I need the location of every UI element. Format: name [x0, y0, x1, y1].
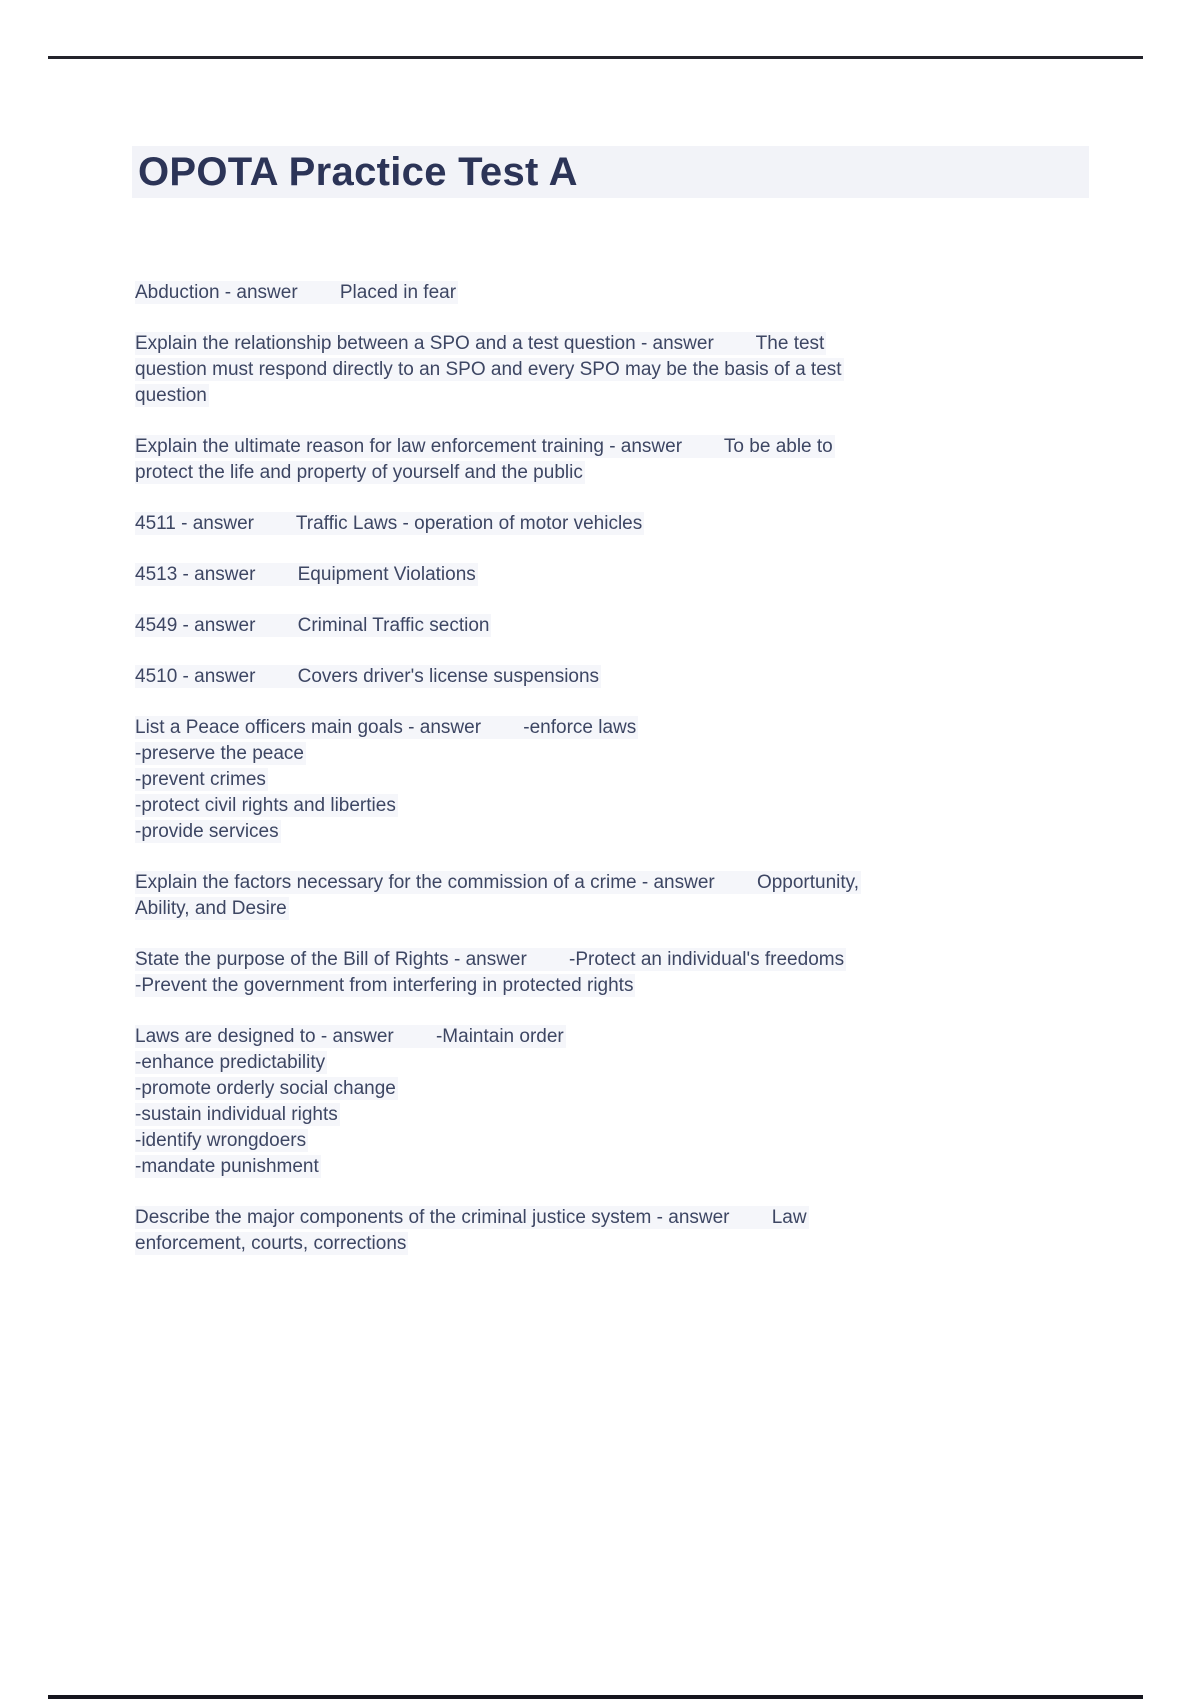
qa-item	[135, 870, 1085, 922]
qa-line	[135, 1050, 1085, 1076]
qa-line-text: Describe the major components of the criminal justice system - answer Law	[135, 1207, 807, 1228]
qa-item	[135, 280, 1085, 306]
qa-line-text: List a Peace officers main goals - answer -enforce laws	[135, 717, 637, 738]
qa-line	[135, 819, 1085, 845]
qa-line	[135, 357, 1085, 383]
qa-line	[135, 793, 1085, 819]
top-divider	[48, 56, 1143, 59]
qa-line	[135, 331, 1085, 357]
qa-line-text: -prevent crimes	[135, 769, 266, 790]
qa-item	[135, 562, 1085, 588]
qa-line	[135, 460, 1085, 486]
qa-line-text: -promote orderly social change	[135, 1078, 396, 1099]
qa-line	[135, 562, 1085, 588]
qa-line	[135, 280, 1085, 306]
qa-line	[135, 511, 1085, 537]
page-title: OPOTA Practice Test A	[138, 150, 578, 194]
qa-item	[135, 434, 1085, 486]
qa-line-text: -enhance predictability	[135, 1052, 326, 1073]
qa-line	[135, 434, 1085, 460]
qa-line	[135, 870, 1085, 896]
qa-line-text: question	[135, 385, 207, 406]
qa-item	[135, 331, 1085, 409]
qa-item	[135, 511, 1085, 537]
qa-line-text: -sustain individual rights	[135, 1104, 338, 1125]
qa-line	[135, 715, 1085, 741]
bottom-divider	[48, 1695, 1143, 1699]
qa-line-text: protect the life and property of yourself and the public	[135, 462, 583, 483]
qa-item	[135, 947, 1085, 999]
qa-line-text: Explain the ultimate reason for law enforcement training - answer To be able to	[135, 436, 833, 457]
qa-line-text: enforcement, courts, corrections	[135, 1233, 407, 1254]
qa-line	[135, 383, 1085, 409]
qa-line-text: 4510 - answer Covers driver's license suspensions	[135, 666, 600, 687]
qa-line	[135, 613, 1085, 639]
title-highlight	[132, 146, 1089, 198]
qa-line	[135, 1128, 1085, 1154]
qa-line	[135, 1102, 1085, 1128]
qa-line	[135, 1024, 1085, 1050]
qa-item	[135, 613, 1085, 639]
qa-line-text: -preserve the peace	[135, 743, 304, 764]
qa-line-text: question must respond directly to an SPO and every SPO may be the basis of a test	[135, 359, 842, 380]
qa-line	[135, 947, 1085, 973]
qa-line-text: -Prevent the government from interfering in protected rights	[135, 975, 634, 996]
qa-line-text: -protect civil rights and liberties	[135, 795, 396, 816]
qa-item	[135, 1205, 1085, 1257]
qa-item	[135, 715, 1085, 845]
qa-line	[135, 1231, 1085, 1257]
qa-line-text: State the purpose of the Bill of Rights - answer -Protect an individual's freedoms	[135, 949, 845, 970]
qa-line	[135, 767, 1085, 793]
qa-line-text: 4549 - answer Criminal Traffic section	[135, 615, 490, 636]
qa-line-text: Explain the relationship between a SPO and a test question - answer The test	[135, 333, 825, 354]
qa-line	[135, 741, 1085, 767]
qa-line	[135, 973, 1085, 999]
qa-line-text: Explain the factors necessary for the commission of a crime - answer Opportunity,	[135, 872, 860, 893]
qa-line	[135, 1076, 1085, 1102]
qa-line-text: -identify wrongdoers	[135, 1130, 307, 1151]
qa-line	[135, 1205, 1085, 1231]
qa-line	[135, 664, 1085, 690]
qa-line-text: -provide services	[135, 821, 279, 842]
qa-item	[135, 664, 1085, 690]
qa-line-text: Ability, and Desire	[135, 898, 287, 919]
qa-line-text: -mandate punishment	[135, 1156, 319, 1177]
qa-item	[135, 1024, 1085, 1180]
qa-line-text: Abduction - answer Placed in fear	[135, 282, 457, 303]
qa-line	[135, 1154, 1085, 1180]
qa-line-text: 4511 - answer Traffic Laws - operation of motor vehicles	[135, 513, 643, 534]
qa-list	[135, 280, 1085, 1282]
qa-line-text: Laws are designed to - answer -Maintain order	[135, 1026, 564, 1047]
qa-line-text: 4513 - answer Equipment Violations	[135, 564, 476, 585]
qa-line	[135, 896, 1085, 922]
